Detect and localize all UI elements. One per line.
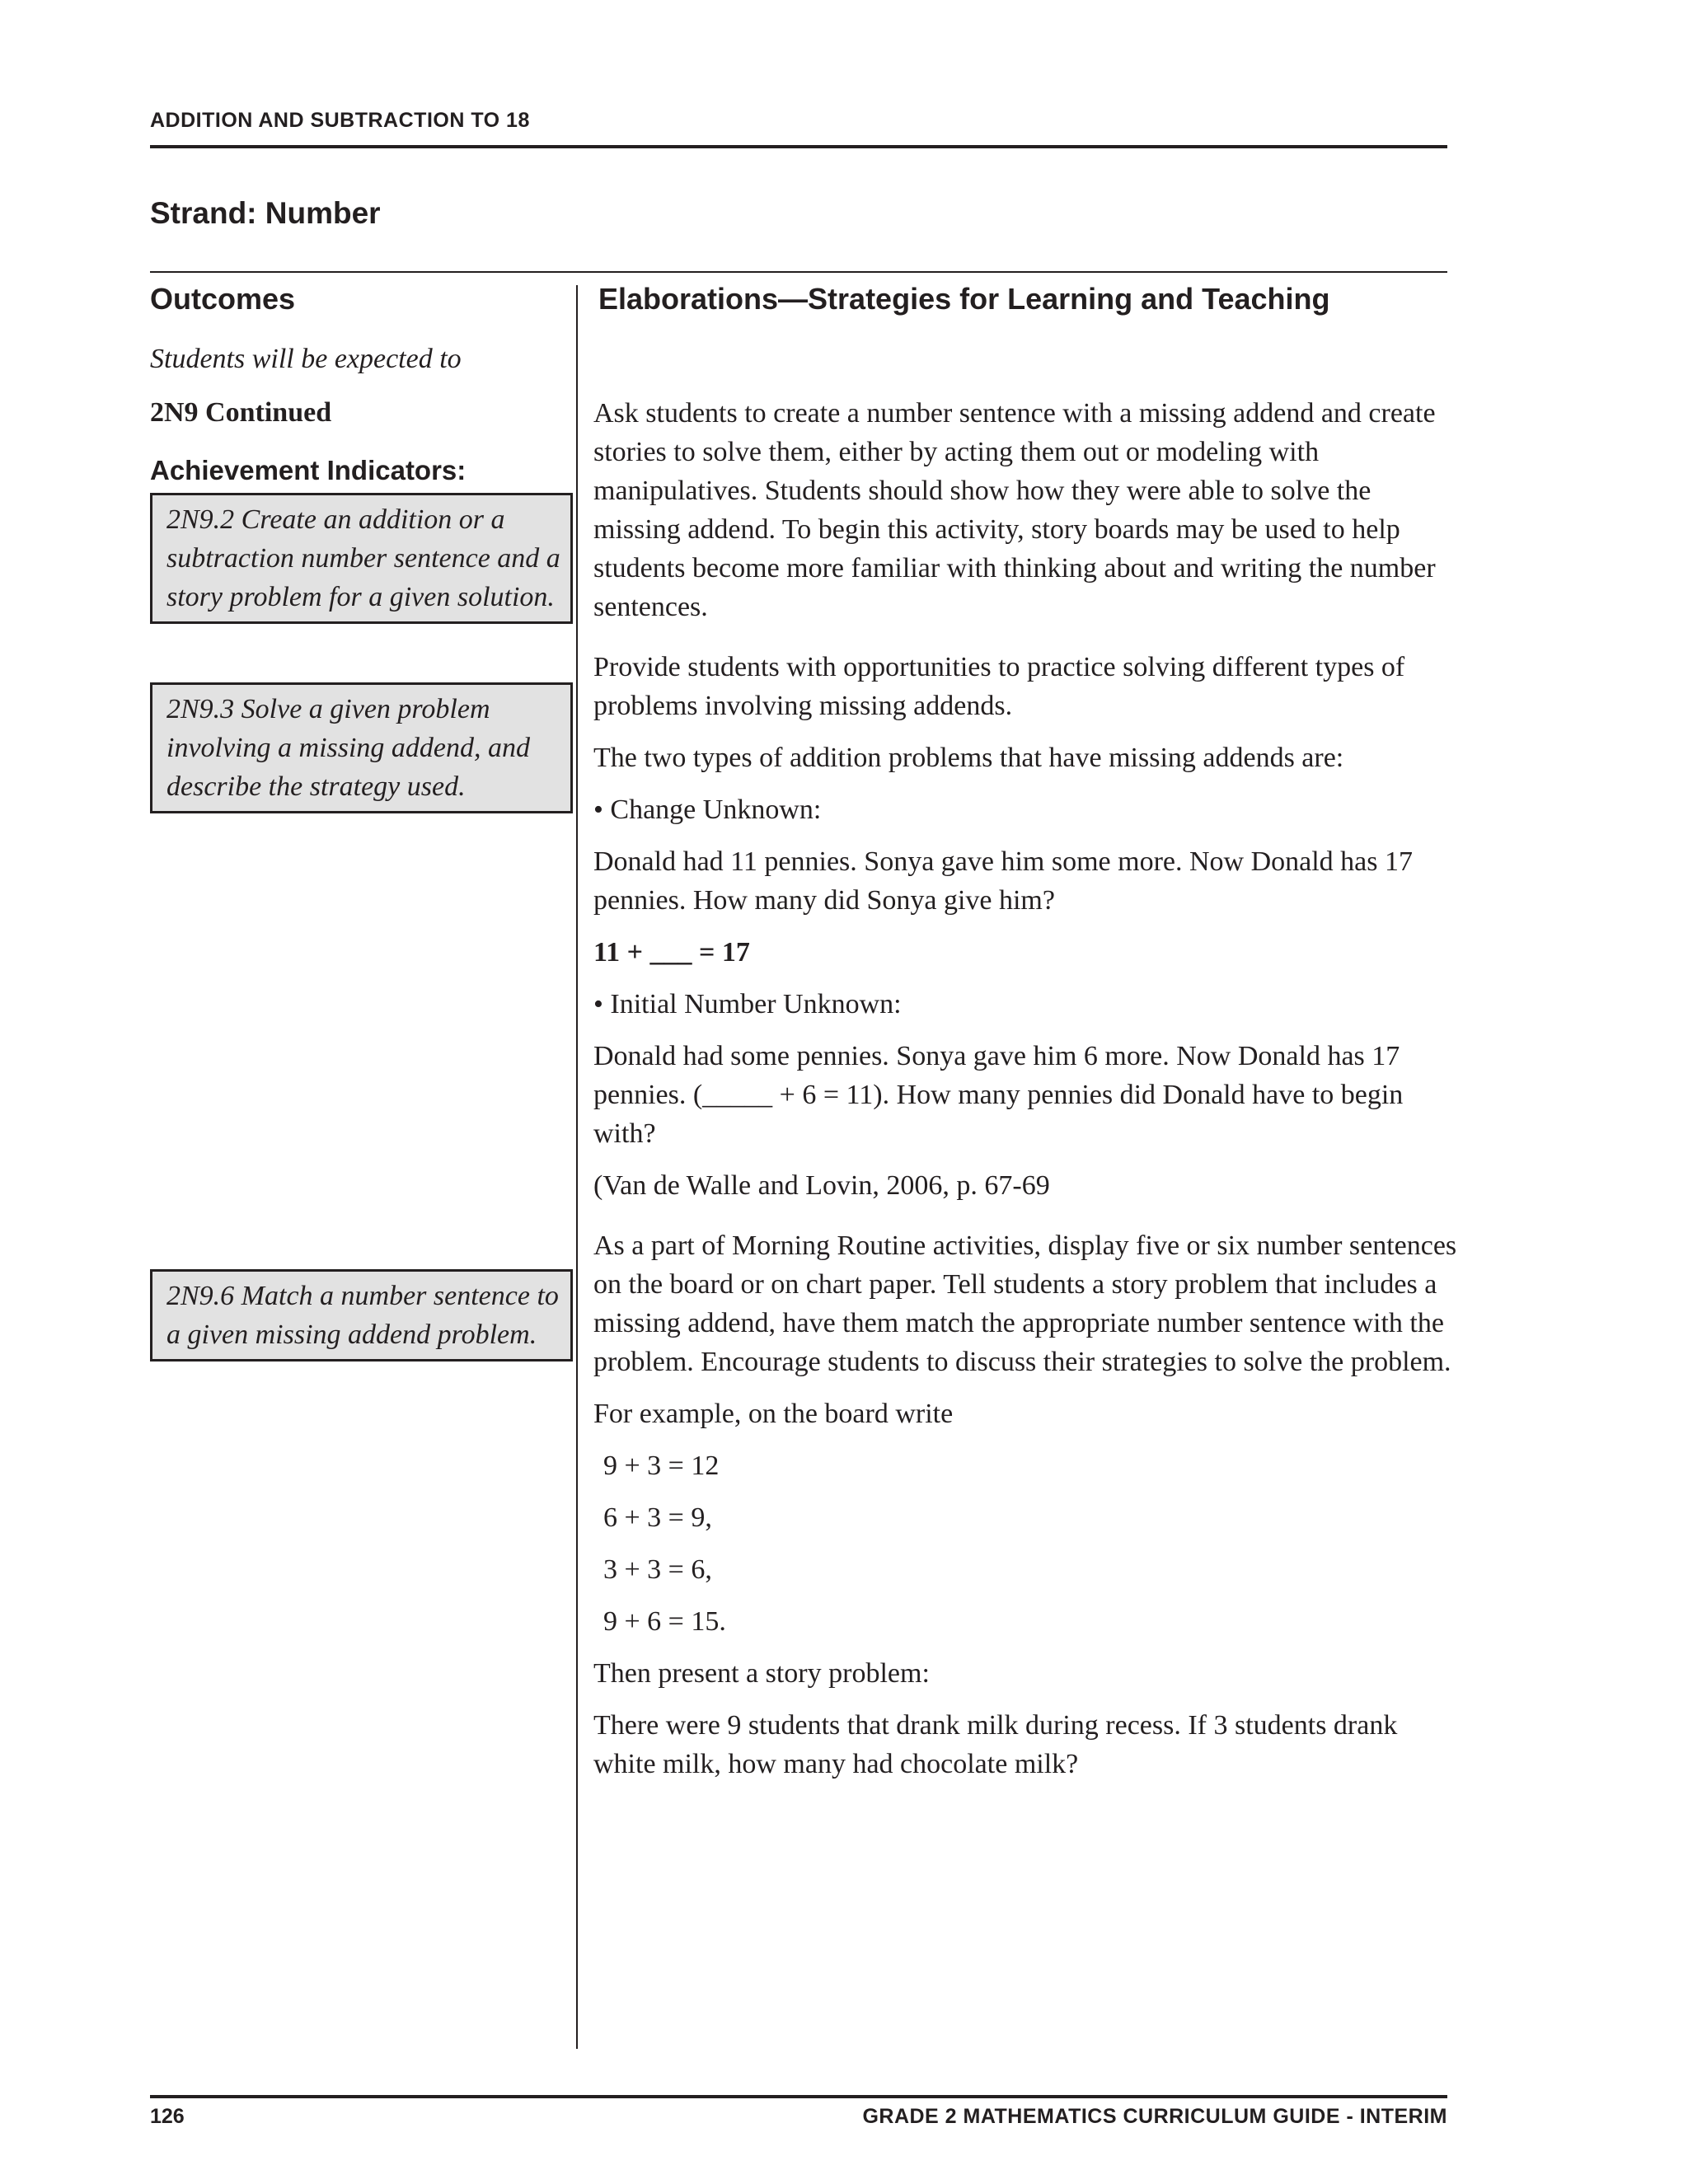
- example-equation-2: 6 + 3 = 9,: [603, 1502, 712, 1533]
- strand-title: Strand: Number: [150, 196, 381, 230]
- indicator-box-2n9-6: 2N9.6 Match a number sentence to a given missing addend problem.: [150, 1269, 573, 1361]
- bullet-change-unknown: • Change Unknown:: [593, 794, 822, 825]
- indicator-box-2n9-3: 2N9.3 Solve a given problem involving a missing addend, and describe the strategy used.: [150, 682, 573, 813]
- header-rule: [150, 145, 1447, 148]
- elaborations-heading: Elaborations—Strategies for Learning and Teaching: [598, 282, 1330, 316]
- indicators-heading: Achievement Indicators:: [150, 455, 467, 485]
- footer-rule: [150, 2095, 1447, 2098]
- paragraph-morning-routine: As a part of Morning Routine activities, display five or six number sentences on the board or on chart paper. Tell students a story problem that includes a missing addend, have them match the appropriate number sentence with the problem. Encourage students to discuss their strategies to solve the problem.: [593, 1230, 1457, 1377]
- paragraph-story-boards: Ask students to create a number sentence with a missing addend and create stories to solve them, either by acting them out or modeling with manipulatives. Students should show how they were able to solve the missing addend. To begin this activity, story boards may be used to help students become more familiar with thinking about and writing the number sentences.: [593, 398, 1436, 622]
- paragraph-milk-problem: There were 9 students that drank milk during recess. If 3 students drank white milk, how many had chocolate milk?: [593, 1710, 1398, 1779]
- example-equation-3: 3 + 3 = 6,: [603, 1554, 712, 1585]
- example-equation-1: 9 + 3 = 12: [603, 1451, 720, 1481]
- paragraph-initial-example: Donald had some pennies. Sonya gave him 6 more. Now Donald has 17 pennies. (_____ + 6 = 11). How many pennies did Donald have to begin with?: [593, 1041, 1404, 1149]
- paragraph-change-example: Donald had 11 pennies. Sonya gave him some more. Now Donald has 17 pennies. How many did Sonya give him?: [593, 846, 1414, 916]
- elaborations-body: [593, 394, 1459, 1797]
- indicator-box-2n9-2: 2N9.2 Create an addition or a subtraction number sentence and a story problem for a given solution.: [150, 493, 573, 624]
- equation-line: [593, 933, 1459, 972]
- outcomes-intro: Students will be expected to: [150, 344, 462, 374]
- example-equation-4: 9 + 6 = 15.: [603, 1606, 726, 1637]
- bullet-initial-unknown: • Initial Number Unknown:: [593, 989, 902, 1019]
- outcomes-heading: Outcomes: [150, 282, 296, 316]
- paragraph-two-types: The two types of addition problems that have missing addends are:: [593, 743, 1344, 773]
- outcome-code: 2N9 Continued: [150, 397, 332, 428]
- running-header: ADDITION AND SUBTRACTION TO 18: [150, 109, 530, 132]
- paragraph-for-example: For example, on the board write: [593, 1399, 954, 1429]
- footer-title: GRADE 2 MATHEMATICS CURRICULUM GUIDE - INTERIM: [862, 2105, 1447, 2128]
- column-top-rule: [150, 271, 1447, 273]
- column-divider: [576, 285, 578, 2049]
- paragraph-present-story: Then present a story problem:: [593, 1658, 930, 1689]
- page-number: 126: [150, 2105, 185, 2128]
- citation: (Van de Walle and Lovin, 2006, p. 67-69: [593, 1170, 1050, 1201]
- paragraph-practice: Provide students with opportunities to practice solving different types of problems involving missing addends.: [593, 652, 1405, 721]
- equation-change-unknown: 11 + ___ = 17: [593, 937, 750, 968]
